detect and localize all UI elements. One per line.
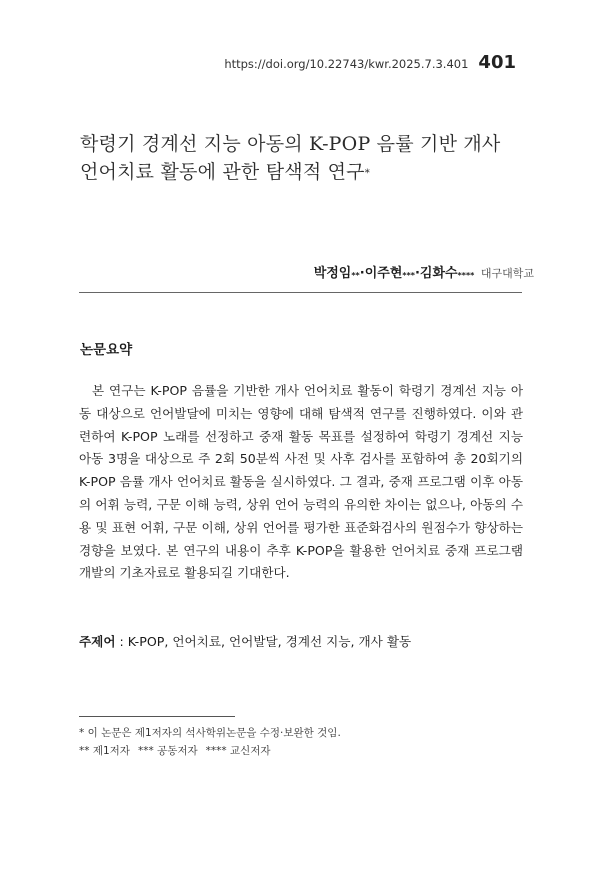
author-3-mark: **** [457, 271, 475, 280]
running-header [60, 52, 516, 73]
footnote-mark-c: **** [205, 745, 227, 757]
footnote-2 [79, 742, 341, 760]
footnote-mark-b: *** [137, 745, 154, 757]
footnotes [79, 724, 341, 760]
abstract-body: 본 연구는 K-POP 음률을 기반한 개사 언어치료 활동이 학령기 경계선 지능 아동 대상으로 언어발달에 미치는 영향에 대해 탐색적 연구를 진행하였다. 이와 관련하여 K-POP 노래를 선정하고 중재 활동 목표를 설정하여 학령기 경계선 지능 아동 3명을 대상으로 주 2회 50분씩 사전 및 사후 검사를 포함하여 총 20회기의 K-POP 음률 개사 언어치료 활동을 실시하였다. 그 결과, 중재 프로그램 이후 아동의 어휘 능력, 구문 이해 능력, 상위 언어 능력의 유의한 차이는 없으나, 아동의 수용 및 표현 어휘, 구문 이해, 상위 언어를 평가한 표준화검사의 원점수가 향상하는 경향을 보였다. 본 연구의 내용이 추후 K-POP을 활용한 언어치료 중재 프로그램 개발의 기초자료로 활용되길 기대한다. [79, 383, 523, 581]
footnote-role-b: 공동저자 [157, 745, 198, 757]
footnote-role-c: 교신저자 [229, 745, 271, 757]
author-3: 김화수 [419, 266, 458, 281]
abstract-heading: 논문요약 [80, 342, 133, 358]
keywords [79, 631, 411, 650]
footnote-role-a: 제1저자 [92, 745, 130, 757]
title-line-2-text: 언어치료 활동에 관한 탐색적 연구 [80, 161, 365, 183]
keywords-label: 주제어 [79, 634, 116, 649]
footnote-1: * 이 논문은 제1저자의 석사학위논문을 수정·보완한 것임. [79, 727, 341, 739]
author-line [314, 262, 534, 281]
affiliation: 대구대학교 [480, 267, 534, 280]
title-line-2 [80, 158, 530, 188]
author-1-mark: ** [351, 271, 360, 280]
author-1: 박정임 [313, 266, 352, 281]
author-sep-2: · [414, 266, 420, 281]
author-sep-1: · [359, 266, 365, 281]
paper-title [80, 130, 530, 188]
title-line-1: 학령기 경계선 지능 아동의 K-POP 음률 기반 개사 [80, 133, 501, 155]
keywords-text: K-POP, 언어치료, 언어발달, 경계선 지능, 개사 활동 [127, 634, 412, 649]
author-2: 이주현 [364, 266, 403, 281]
title-footnote-marker: * [364, 168, 370, 179]
footnote-divider [79, 716, 235, 717]
author-2-mark: *** [402, 271, 415, 280]
keywords-separator: : [115, 634, 128, 649]
footnote-mark-a: ** [79, 745, 90, 757]
doi-link[interactable]: https://doi.org/10.22743/kwr.2025.7.3.401 [224, 57, 469, 71]
page-number: 401 [478, 52, 516, 73]
title-divider [79, 292, 522, 293]
